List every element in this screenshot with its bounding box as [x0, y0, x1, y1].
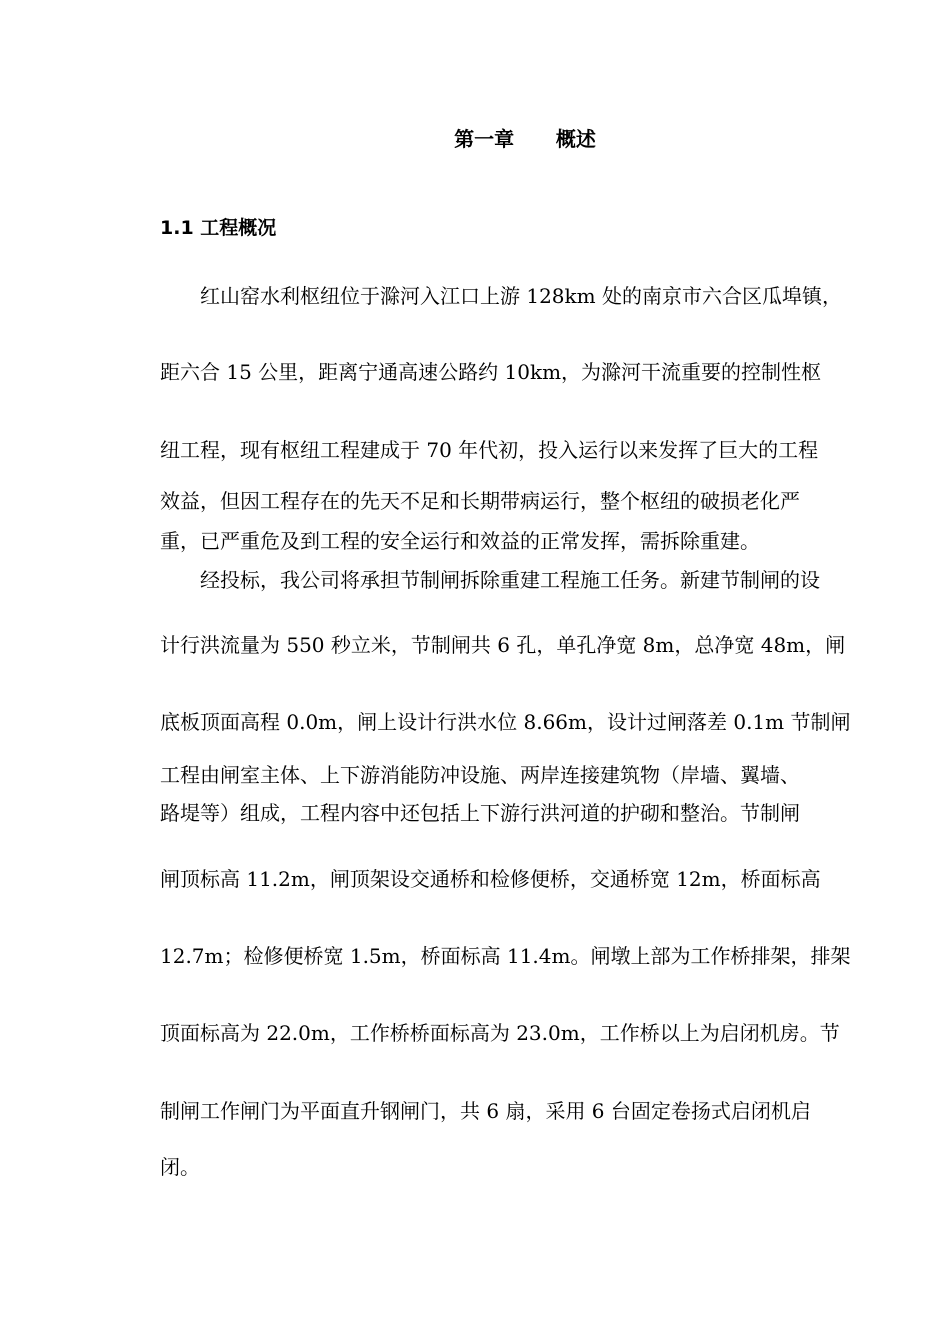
paragraph-line: 路堤等）组成，工程内容中还包括上下游行洪河道的护砌和整治。节制闸: [160, 801, 800, 825]
section-heading: 1.1 工程概况: [160, 217, 277, 239]
paragraph-line: 红山窑水利枢纽位于滁河入江口上游 128km 处的南京市六合区瓜埠镇，: [200, 284, 842, 308]
paragraph-line: 计行洪流量为 550 秒立米，节制闸共 6 孔，单孔净宽 8m，总净宽 48m，闸: [160, 633, 846, 657]
paragraph-line: 顶面标高为 22.0m，工作桥桥面标高为 23.0m，工作桥以上为启闭机房。节: [160, 1021, 840, 1045]
chapter-title: 第一章 概述: [454, 127, 596, 151]
paragraph-line: 效益，但因工程存在的先天不足和长期带病运行，整个枢纽的破损老化严: [160, 489, 800, 513]
paragraph-line: 经投标，我公司将承担节制闸拆除重建工程施工任务。新建节制闸的设: [200, 568, 820, 592]
paragraph-line: 重，已严重危及到工程的安全运行和效益的正常发挥，需拆除重建。: [160, 529, 760, 553]
paragraph-line: 闭。: [160, 1155, 200, 1179]
paragraph-line: 距六合 15 公里，距离宁通高速公路约 10km，为滁河干流重要的控制性枢: [160, 360, 822, 384]
paragraph-line: 12.7m；检修便桥宽 1.5m，桥面标高 11.4m。闸墩上部为工作桥排架，排架: [160, 944, 851, 968]
paragraph-line: 闸顶标高 11.2m，闸顶架设交通桥和检修便桥，交通桥宽 12m，桥面标高: [160, 867, 821, 891]
paragraph-line: 纽工程，现有枢纽工程建成于 70 年代初，投入运行以来发挥了巨大的工程: [160, 438, 819, 462]
paragraph-line: 制闸工作闸门为平面直升钢闸门，共 6 扇，采用 6 台固定卷扬式启闭机启: [160, 1099, 811, 1123]
paragraph-line: 工程由闸室主体、上下游消能防冲设施、两岸连接建筑物（岸墙、翼墙、: [160, 763, 800, 787]
paragraph-line: 底板顶面高程 0.0m，闸上设计行洪水位 8.66m，设计过闸落差 0.1m 节制闸: [160, 710, 851, 734]
